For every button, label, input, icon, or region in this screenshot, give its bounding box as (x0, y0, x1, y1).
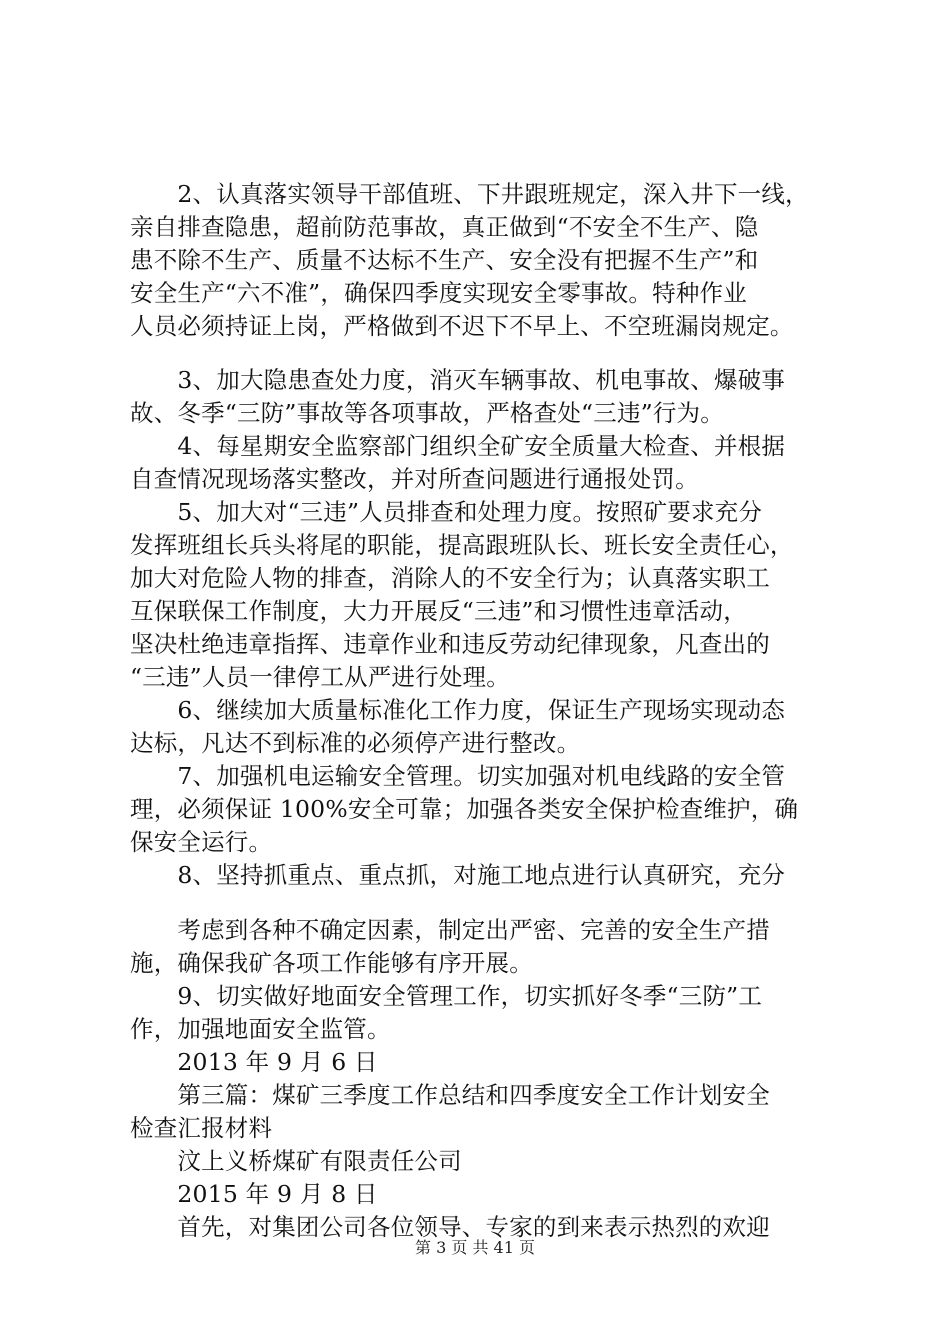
paragraph-2-line-3: 患不除不生产、质量不达标不生产、安全没有把握不生产”和 (130, 246, 759, 274)
company-name-line: 汶上义桥煤矿有限责任公司 (130, 1147, 462, 1175)
paragraph-4-line-2: 自查情况现场落实整改，并对所查问题进行通报处罚。 (130, 465, 699, 493)
paragraph-6-line-2: 达标，凡达不到标准的必须停产进行整改。 (130, 729, 581, 757)
date-line-2013: 2013 年 9 月 6 日 (130, 1048, 378, 1076)
paragraph-7-line-2: 理，必须保证 100%安全可靠；加强各类安全保护检查维护，确 (130, 795, 799, 823)
paragraph-5-line-1: 5、加大对“三违”人员排查和处理力度。按照矿要求充分 (130, 498, 763, 526)
paragraph-2-line-1: 2、认真落实领导干部值班、下井跟班规定，深入井下一线， (130, 180, 809, 208)
paragraph-7-line-1: 7、加强机电运输安全管理。切实加强对机电线路的安全管 (130, 762, 786, 790)
paragraph-8-line-1: 8、坚持抓重点、重点抓，对施工地点进行认真研究，充分 (130, 861, 786, 889)
section-title-line-1: 第三篇：煤矿三季度工作总结和四季度安全工作计划安全 (130, 1081, 770, 1109)
paragraph-7-line-3: 保安全运行。 (130, 828, 273, 856)
paragraph-2-line-5: 人员必须持证上岗，严格做到不迟下不早上、不空班漏岗规定。 (130, 312, 794, 340)
paragraph-8-line-3: 施，确保我矿各项工作能够有序开展。 (130, 949, 533, 977)
date-line-2015: 2015 年 9 月 8 日 (130, 1180, 378, 1208)
paragraph-6-line-1: 6、继续加大质量标准化工作力度，保证生产现场实现动态 (130, 696, 786, 724)
paragraph-3-line-1: 3、加大隐患查处力度，消灭车辆事故、机电事故、爆破事 (130, 366, 786, 394)
paragraph-5-line-6: “三违”人员一律停工从严进行处理。 (130, 663, 510, 691)
opening-line: 首先，对集团公司各位领导、专家的到来表示热烈的欢迎 (130, 1213, 770, 1241)
page-footer: 第 3 页 共 41 页 (415, 1238, 535, 1257)
paragraph-9-line-1: 9、切实做好地面安全管理工作，切实抓好冬季“三防”工 (130, 982, 763, 1010)
paragraph-3-line-2: 故、冬季“三防”事故等各项事故，严格查处“三违”行为。 (130, 399, 724, 427)
paragraph-5-line-4: 互保联保工作制度，大力开展反“三违”和习惯性违章活动， (130, 597, 747, 625)
section-title-line-2: 检查汇报材料 (130, 1114, 273, 1142)
paragraph-4-line-1: 4、每星期安全监察部门组织全矿安全质量大检查、并根据 (130, 432, 786, 460)
paragraph-8-line-2: 考虑到各种不确定因素，制定出严密、完善的安全生产措 (130, 916, 770, 944)
paragraph-9-line-2: 作，加强地面安全监管。 (130, 1015, 391, 1043)
paragraph-2-line-2: 亲自排查隐患，超前防范事故，真正做到“不安全不生产、隐 (130, 213, 759, 241)
paragraph-5-line-3: 加大对危险人物的排查，消除人的不安全行为；认真落实职工 (130, 564, 770, 592)
paragraph-5-line-2: 发挥班组长兵头将尾的职能，提高跟班队长、班长安全责任心， (130, 531, 794, 559)
paragraph-2-line-4: 安全生产“六不准”，确保四季度实现安全零事故。特种作业 (130, 279, 747, 307)
paragraph-5-line-5: 坚决杜绝违章指挥、违章作业和违反劳动纪律现象，凡查出的 (130, 630, 770, 658)
